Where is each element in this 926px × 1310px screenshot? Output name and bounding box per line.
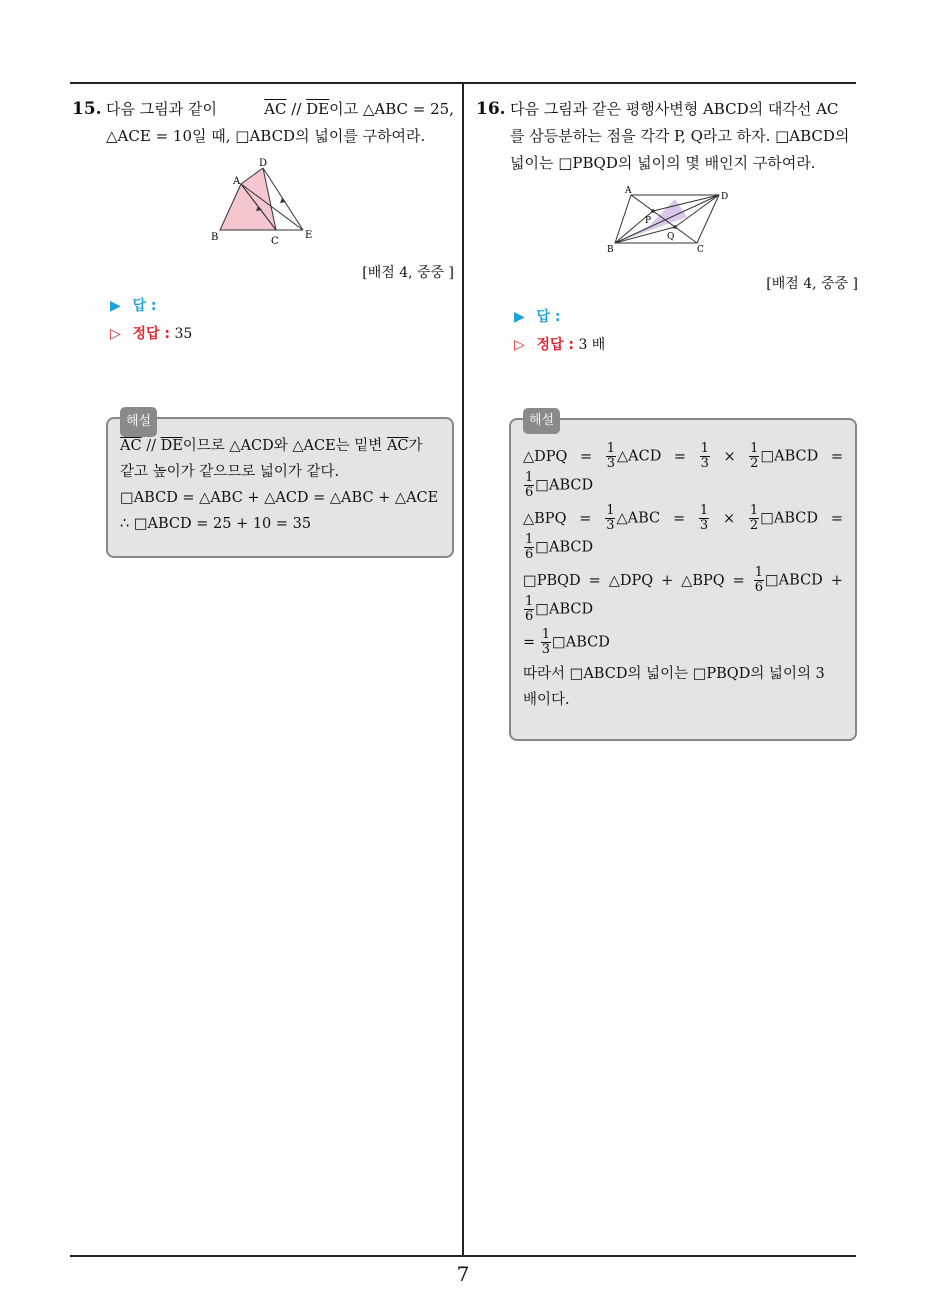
quad-abcd: □ABCD [760,448,819,465]
label-d: D [721,192,729,202]
quad-pbqd: □PBQD [523,572,581,589]
segment-ac: $\overline{AC}$ [386,438,409,454]
fraction-one-third: $\frac{1}{3}$ [606,503,615,533]
sol-line-4: ∴ □ABCD = 25 + 10 = 35 [120,516,312,532]
solution-tag: 해설 [523,408,560,434]
equals: = [673,448,687,465]
equals: = [579,510,592,527]
label-e: E [305,230,313,241]
triangle-acd: △ACD [616,448,662,465]
q16-solution-box [509,413,857,741]
fraction-one-sixth: $\frac{1}{6}$ [525,594,534,624]
question-15-header [72,96,454,150]
sol-conclusion-1: 따라서 □ABCD의 넓이는 □PBQD의 넓이의 3 [523,666,825,682]
triangle-bpq: △BPQ [681,572,725,589]
label-a: A [233,176,241,187]
sol-eq-bpq-cont [523,533,843,562]
quad-abcd: □ABCD [552,634,610,651]
sol-eq-dpq-cont [523,471,843,500]
question-number: 16. [476,99,506,119]
fraction-one-sixth: $\frac{1}{6}$ [525,470,534,500]
sol-eq-bpq [523,504,843,533]
segment-ac: $\overline{AC}$ [264,100,287,118]
correct-label: 정답 : [536,337,574,353]
answer-label: 답 : [132,298,157,314]
triangle-dpq: △DPQ [608,572,654,589]
q15-figure [208,158,318,248]
question-text [106,96,454,150]
segment-ac: $\overline{AC}$ [120,438,142,454]
fraction-one-third: $\frac{1}{3}$ [541,627,551,657]
q16-text-line1: 다음 그림과 같은 평행사변형 ABCD의 대각선 AC [510,100,839,118]
equals: = [830,448,843,465]
correct-answer-line [110,320,454,348]
equals: = [579,448,593,465]
correct-answer-line [514,331,858,359]
answer-line [110,292,454,320]
equals: = [588,572,601,589]
q15-text-line2: △ACE = 10일 때, □ABCD의 넓이를 구하여라. [106,127,426,145]
sol-text: 이므로 △ACD와 △ACE는 밑변 [182,438,383,454]
correct-value: 3 배 [578,337,606,353]
triangle-dpq: △DPQ [523,448,568,465]
q16-text-line2: 를 삼등분하는 점을 각각 P, Q라고 하자. □ABCD의 [510,127,850,145]
fraction-one-sixth: $\frac{1}{6}$ [525,532,534,562]
outline-triangle-icon: ▷ [110,326,121,342]
sol-line-2: 같고 높이가 같으므로 넓이가 같다. [120,464,340,480]
question-text [510,96,858,177]
parallel-sign: // [291,100,302,118]
equals: = [732,572,745,589]
quad-abcd: □ABCD [764,572,823,589]
label-c: C [271,236,279,247]
outline-triangle-icon: ▷ [514,337,525,353]
question-16 [476,96,858,359]
quad-abcd: □ABCD [760,510,819,527]
q15-solution-box [106,414,454,558]
question-number: 15. [72,99,102,119]
triangle-abc: △ABC [616,510,661,527]
bottom-rule [70,1255,856,1257]
page-number: 7 [456,1262,470,1286]
q16-figure [607,185,727,255]
quad-abcd: □ABCD [535,601,594,618]
correct-value: 35 [174,326,193,342]
question-15 [72,96,454,348]
sol-text: 가 [408,438,423,454]
q16-text-line3: 넓이는 □PBQD의 넓이의 몇 배인지 구하여라. [510,154,816,172]
quad-abcd: □ABCD [535,477,594,494]
fraction-one-half: $\frac{1}{2}$ [749,503,759,533]
equals: = [523,634,536,651]
score-info: [배점 4, 중중 ] [362,265,454,281]
sol-eq-pbqd [523,566,843,595]
play-triangle-icon: ▶ [514,309,525,325]
triangle-bpq: △BPQ [523,510,567,527]
q15-text-b: 이고 △ABC = 25, [329,100,454,118]
q15-text-a: 다음 그림과 같이 [106,100,217,118]
fraction-one-half: $\frac{1}{2}$ [750,441,759,471]
score-info: [배점 4, 중중 ] [766,276,858,292]
parallel-sign: // [146,438,156,454]
plus: + [661,572,674,589]
label-p: P [645,216,652,226]
answer-line [514,303,858,331]
sol-eq-final [523,628,843,657]
label-q: Q [667,232,675,242]
sol-line-3: □ABCD = △ABC + △ACD = △ABC + △ACE [120,490,439,506]
label-b: B [607,245,614,255]
times: × [722,510,736,527]
label-a: A [625,186,632,196]
fraction-one-sixth: $\frac{1}{6}$ [754,565,763,595]
column-divider [462,82,464,1256]
sol-line-1 [120,433,440,459]
segment-de: $\overline{DE}$ [160,438,183,454]
equals: = [830,510,843,527]
segment-de: $\overline{DE}$ [306,100,330,118]
times: × [723,448,736,465]
sol-conclusion-2: 배이다. [523,692,570,708]
label-b: B [211,232,219,243]
sol-eq-pbqd-cont [523,595,843,624]
answer-label: 답 : [536,309,561,325]
fraction-one-third: $\frac{1}{3}$ [699,503,709,533]
label-d: D [259,158,268,169]
fraction-one-third: $\frac{1}{3}$ [606,441,615,471]
fraction-one-third: $\frac{1}{3}$ [700,441,709,471]
play-triangle-icon: ▶ [110,298,121,314]
sol-eq-dpq [523,442,843,471]
quad-abcd: □ABCD [535,539,594,556]
question-16-header [476,96,858,177]
correct-label: 정답 : [132,326,170,342]
label-c: C [697,245,704,255]
solution-tag: 해설 [120,407,157,437]
equals: = [672,510,686,527]
plus: + [830,572,843,589]
